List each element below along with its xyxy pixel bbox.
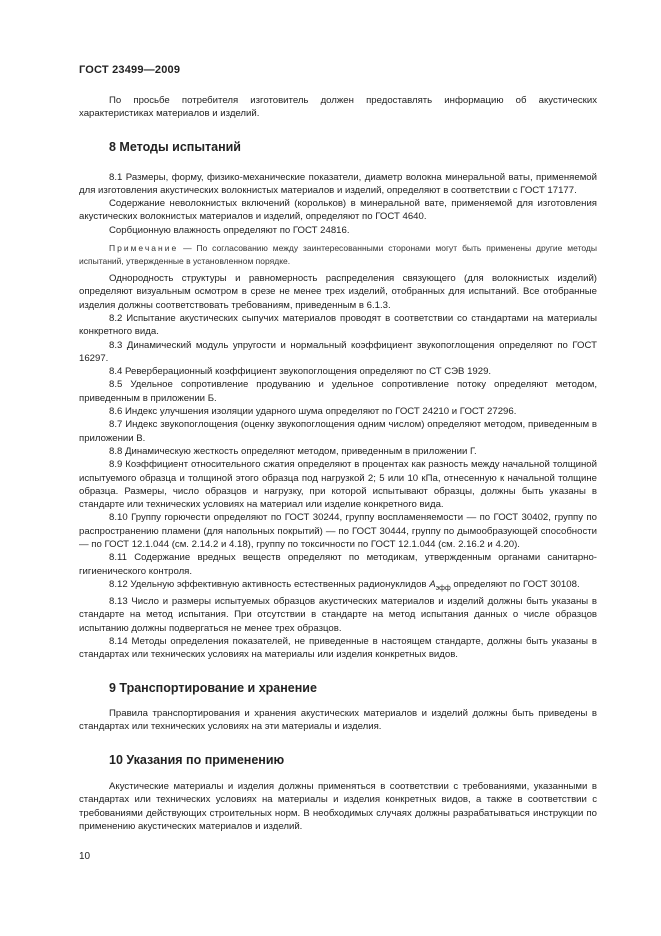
para-8-12 [79, 578, 597, 595]
para-8-13: 8.13 Число и размеры испытуемых образцов акустических материалов и изделий должны быть указаны в стандарте на метод испытания. При отсутствии в стандарте на метод испытания данных о числе образцов испытанию должны подвергаться не менее трех образцов. [79, 596, 597, 634]
activity-symbol: A [429, 578, 436, 590]
page-content [79, 94, 597, 833]
para-8-10: 8.10 Группу горючести определяют по ГОСТ 30244, группу воспламеняемости — по ГОСТ 30402, группу по распространению пламени (для напольных покрытий) — по ГОСТ 30444, группу по дымообразующей способности — по ГОСТ 12.1.044 (см. 2.14.2 и 4.18), группу по токсичности по ГОСТ 12.1.044 (см. 2.16.2 и 4.20). [79, 512, 597, 551]
document-header: ГОСТ 23499—2009 [79, 64, 181, 76]
section-10-title: 10 Указания по применению [109, 753, 285, 768]
para-8-6: 8.6 Индекс улучшения изоляции ударного шума определяют по ГОСТ 24210 и ГОСТ 27296. [109, 406, 517, 418]
page-number: 10 [79, 851, 91, 862]
para-8-7: 8.7 Индекс звукопоглощения (оценку звукопоглощения одним числом) определяют методом, приведенным в приложении В. [79, 419, 597, 444]
para-8-12-text: 8.12 Удельную эффективную активность естественных радионуклидов [109, 578, 430, 590]
activity-subscript: эфф [435, 584, 451, 592]
para-8-5: 8.5 Удельное сопротивление продуванию и удельное сопротивление потоку определяют методом, приведенным в приложении Б. [79, 379, 597, 404]
section-9-title: 9 Транспортирование и хранение [109, 680, 317, 695]
para-8-3: 8.3 Динамический модуль упругости и нормальный коэффициент звукопоглощения определяют по ГОСТ 16297. [79, 339, 597, 364]
para-8-1: 8.1 Размеры, форму, физико-механические показатели, диаметр волокна минеральной ваты, применяемой для изготовления акустических волокнистых материалов и изделий, определяют в соответствии с ГОСТ 17177. [79, 171, 597, 196]
intro-paragraph: По просьбе потребителя изготовитель должен предоставлять информацию об акустических характеристиках материалов и изделий. [79, 95, 597, 120]
note-label: Примечание [109, 243, 179, 254]
para-8-1-d: Однородность структуры и равномерность распределения связующего (для волокнистых изделий) определяют визуальным осмотром в срезе не менее трех изделий, отобранных для испытаний. Все отобранные изделия должны соответствовать требованиям, приведенным в 6.1.3. [79, 273, 597, 311]
para-10: Акустические материалы и изделия должны применяться в соответствии с требованиями, указанными в стандартах или технических условиях на материалы и изделия конкретных видов, а также в соответствии с требованиями действующих строительных норм. В необходимых случаях должны разрабатываться инструкции по применению акустических материалов и изделий. [79, 781, 597, 833]
para-8-2: 8.2 Испытание акустических сыпучих материалов проводят в соответствии со стандартами на материалы конкретного вида. [79, 312, 597, 338]
section-8-title: 8 Методы испытаний [109, 139, 241, 154]
para-8-8: 8.8 Динамическую жесткость определяют методом, приведенным в приложении Г. [109, 445, 477, 457]
para-8-1-c: Сорбционную влажность определяют по ГОСТ 24816. [109, 224, 350, 236]
para-8-11: 8.11 Содержание вредных веществ определяют по методикам, утвержденным органами санитарно-гигиенического контроля. [79, 552, 597, 577]
note [79, 242, 597, 267]
para-8-14: 8.14 Методы определения показателей, не приведенные в настоящем стандарте, должны быть указаны в стандартах или технических условиях на материалы или изделия конкретных видов. [79, 636, 597, 661]
para-8-1-b: Содержание неволокнистых включений (корольков) в минеральной вате, применяемой для изготовления акустических волокнистых материалов и изделий, определяют по ГОСТ 4640. [79, 198, 597, 223]
para-9: Правила транспортирования и хранения акустических материалов и изделий должны быть приведены в стандартах или технических условиях на эти материалы и изделия. [79, 707, 597, 732]
para-8-12-tail: определяют по ГОСТ 30108. [450, 578, 580, 590]
para-8-4: 8.4 Реверберационный коэффициент звукопоглощения определяют по СТ СЭВ 1929. [109, 366, 492, 378]
note-text: — По согласованию между заинтересованными сторонами могут быть применены другие методы испытаний, утвержденные в установленном порядке. [79, 243, 597, 266]
para-8-9: 8.9 Коэффициент относительного сжатия определяют в процентах как разность между начальной толщиной испытуемого образца и толщиной этого образца под нагрузкой 2; 5 или 10 кПа, отнесенную к начальной толщине образца. Размеры, число образцов и нагрузку, при которой испытывают образцы, должны быть указаны в стандарте или технических условиях на материал или изделие конкретного вида. [79, 459, 597, 511]
